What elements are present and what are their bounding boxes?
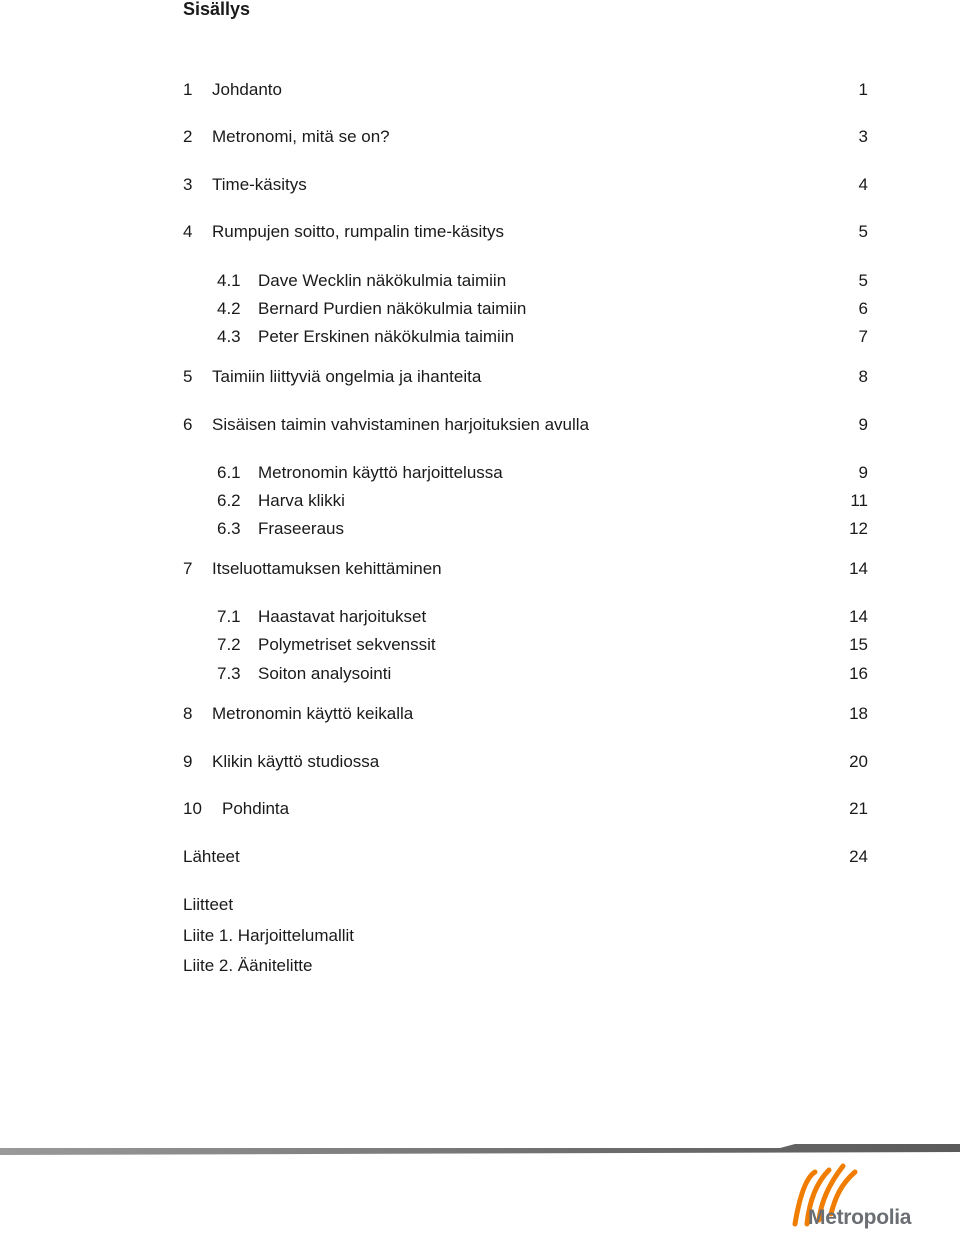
toc-number: 5 (183, 367, 193, 386)
toc-page: 9 (858, 415, 868, 434)
toc-title: Harva klikki (258, 491, 345, 510)
toc-number: 4.3 (217, 327, 241, 346)
toc-number: 4 (183, 222, 193, 241)
toc-number: 6.1 (217, 463, 241, 482)
toc-entry-7-3[interactable] (183, 663, 868, 685)
toc-number: 4.1 (217, 271, 241, 290)
toc-number: 9 (183, 752, 193, 771)
toc-entry-6-2[interactable] (183, 490, 868, 512)
toc-number: 2 (183, 127, 193, 146)
toc-number: 10 (183, 799, 202, 818)
toc-page: 9 (858, 463, 868, 482)
toc-entry-9[interactable] (183, 751, 868, 773)
toc-title: Taimiin liittyviä ongelmia ja ihanteita (212, 367, 482, 386)
toc-title: Klikin käyttö studiossa (212, 752, 380, 771)
toc-entry-sources[interactable] (183, 846, 868, 868)
toc-page: 21 (849, 799, 868, 818)
toc-page: 5 (858, 222, 868, 241)
toc-page: 1 (858, 80, 868, 99)
toc-title: Fraseeraus (258, 519, 344, 538)
appendices-heading: Liitteet (183, 895, 234, 914)
toc-page: 15 (849, 635, 868, 654)
toc-entry-6-3[interactable] (183, 518, 868, 540)
toc-page: 3 (858, 127, 868, 146)
toc-number: 3 (183, 175, 193, 194)
toc-number: 4.2 (217, 299, 241, 318)
toc-page: 20 (849, 752, 868, 771)
toc-entry-3[interactable] (183, 174, 868, 196)
toc-entry-6[interactable] (183, 414, 868, 436)
toc-title: Sisäisen taimin vahvistaminen harjoituksien avulla (212, 415, 590, 434)
toc-title: Rumpujen soitto, rumpalin time-käsitys (212, 222, 504, 241)
toc-page: 8 (858, 367, 868, 386)
toc-number: 6.2 (217, 491, 241, 510)
toc-title: Dave Wecklin näkökulmia taimiin (258, 271, 507, 290)
toc-page: 24 (849, 847, 868, 866)
toc-entry-4-2[interactable] (183, 298, 868, 320)
toc-title: Time-käsitys (212, 175, 307, 194)
toc-number: 1 (183, 80, 193, 99)
appendix-item-1[interactable]: Liite 1. Harjoittelumallit (183, 926, 355, 945)
toc-number: 7 (183, 559, 193, 578)
toc-entry-7-2[interactable] (183, 634, 868, 656)
toc-number: 7.2 (217, 635, 241, 654)
toc-page: 14 (849, 559, 868, 578)
toc-entry-2[interactable] (183, 126, 868, 148)
toc-page: 5 (858, 271, 868, 290)
toc-page: 18 (849, 704, 868, 723)
appendix-item-2[interactable]: Liite 2. Äänitelitte (183, 956, 313, 975)
toc-entry-6-1[interactable] (183, 462, 868, 484)
toc-title: Metronomi, mitä se on? (212, 127, 390, 146)
toc-entry-1[interactable] (183, 79, 868, 101)
toc-title: Soiton analysointi (258, 664, 392, 683)
toc-page: 16 (849, 664, 868, 683)
toc-entry-4-3[interactable] (183, 326, 868, 348)
toc-title: Peter Erskinen näkökulmia taimiin (258, 327, 515, 346)
toc-title: Bernard Purdien näkökulmia taimiin (258, 299, 527, 318)
toc-title: Pohdinta (222, 799, 290, 818)
toc-title: Lähteet (183, 847, 240, 866)
toc-number: 7.1 (217, 607, 241, 626)
toc-title: Polymetriset sekvenssit (258, 635, 436, 654)
toc-page: 11 (850, 491, 868, 510)
toc-entry-10[interactable] (183, 798, 868, 820)
toc-number: 6 (183, 415, 193, 434)
toc-title: Metronomin käyttö harjoittelussa (258, 463, 503, 482)
toc-entry-5[interactable] (183, 366, 868, 388)
toc-page: 12 (849, 519, 868, 538)
toc-number: 6.3 (217, 519, 241, 538)
toc-number: 8 (183, 704, 193, 723)
toc-number: 7.3 (217, 664, 241, 683)
toc-entry-4-1[interactable] (183, 270, 868, 292)
toc-entry-4[interactable] (183, 221, 868, 243)
toc-entry-7[interactable] (183, 558, 868, 580)
toc-page: 4 (858, 175, 868, 194)
toc-title: Metronomin käyttö keikalla (212, 704, 414, 723)
toc-page: 7 (858, 327, 868, 346)
logo-wordmark: Metropolia (808, 1206, 912, 1229)
toc-entry-7-1[interactable] (183, 606, 868, 628)
page-title: Sisällys (183, 0, 251, 19)
toc-title: Itseluottamuksen kehittäminen (212, 559, 442, 578)
toc-title: Johdanto (212, 80, 282, 99)
toc-page: 6 (858, 299, 868, 318)
toc-page: 14 (849, 607, 868, 626)
toc-title: Haastavat harjoitukset (258, 607, 427, 626)
toc-entry-8[interactable] (183, 703, 868, 725)
